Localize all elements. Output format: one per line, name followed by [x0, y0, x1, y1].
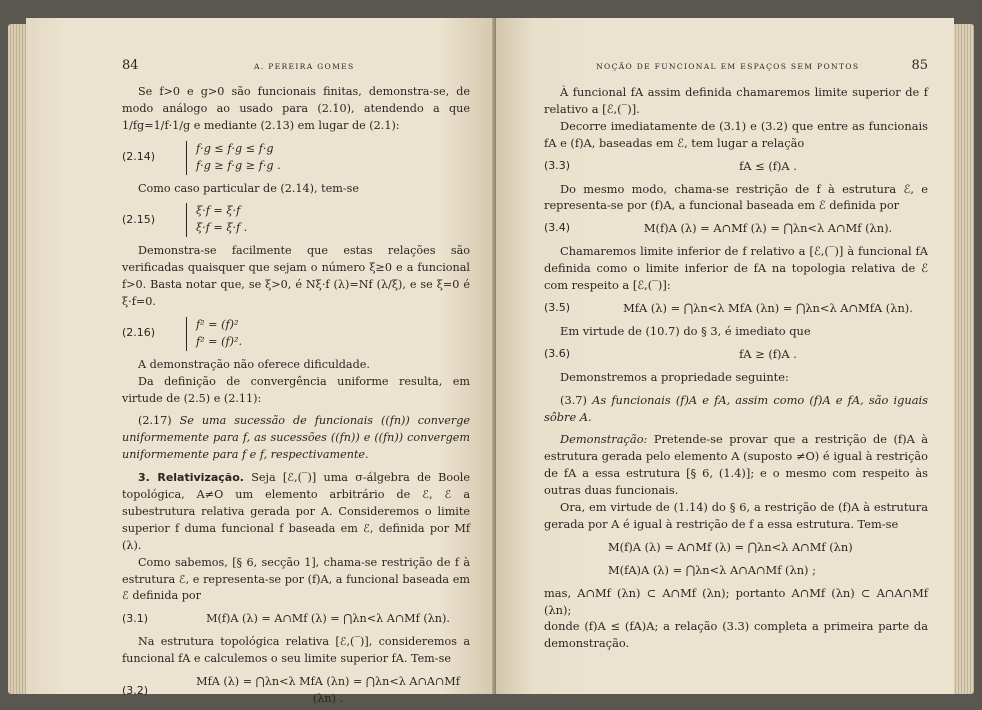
proposition-text: As funcionais (f)A e fA, assim como (f)A e fA, são iguais sôbre A.	[544, 392, 928, 424]
paragraph: À funcional fA assim definida chamaremos limite superior de f relativo a [ℰ,(‾)].	[544, 85, 928, 116]
paragraph: Como sabemos, [§ 6, secção 1], chama-se restrição de f à estrutura ℰ, e representa-se por (f)A, a funcional baseada em ℰ definida por	[122, 555, 470, 603]
section-text: Seja [ℰ,(‾)] uma σ-álgebra de Boole topológica, A≠O um elemento arbitrário de ℰ, ℰ a subestrutura relativa gerada por A. Consideremos o limite superior f duma funcional f baseada em ℰ, definida por Mf (λ).	[122, 471, 470, 552]
paragraph: Decorre imediatamente de (3.1) e (3.2) que entre as funcionais fA e (f)A, baseadas em ℰ, tem lugar a relação	[544, 118, 928, 150]
equation-2-16	[122, 317, 470, 351]
paragraph: Em virtude de (10.7) do § 3, é imediato que	[560, 323, 811, 338]
section-title: 3. Relativização.	[138, 471, 244, 485]
equation-3-3	[544, 158, 928, 175]
equation-body: M(f)A (λ) = A∩Mf (λ) = ⋂λn<λ A∩Mf (λn).	[643, 221, 893, 236]
left-page	[26, 18, 496, 705]
equation-3-6	[544, 346, 928, 363]
equation-label: (3.3)	[544, 158, 571, 172]
proposition-2-17	[122, 413, 470, 464]
equation-body: MfA (λ) = ⋂λn<λ MfA (λn) = ⋂λn<λ A∩MfA (λn).	[623, 300, 913, 315]
page-number: 84	[122, 58, 139, 73]
equation-label: (3.1)	[122, 612, 149, 626]
proposition-label: (2.17)	[138, 414, 172, 428]
page-edges-right	[952, 24, 974, 694]
equation-body: M(fA)A (λ) = ⋂λn<λ A∩A∩Mf (λn) ;	[608, 562, 816, 577]
equation-body: M(f)A (λ) = A∩Mf (λ) = ⋂λn<λ A∩Mf (λn)	[608, 539, 853, 554]
paragraph: A demonstração não oferece dificuldade.	[138, 357, 370, 371]
paragraph: Demonstremos a propriedade seguinte:	[560, 369, 789, 384]
paragraph: Se f>0 e g>0 são funcionais finitas, demonstra-se, de modo análogo ao usado para (2.10), atendendo a que 1/fg=1/f·1/g e mediante (2.13) em lugar de (2.1):	[122, 85, 470, 132]
running-head: NOÇÃO DE FUNCIONAL EM ESPAÇOS SEM PONTOS	[596, 62, 860, 71]
equation-2-14	[122, 141, 470, 175]
equation-line: f·g ≥ f·g ≥ f·g .	[196, 158, 281, 172]
equation-3-2	[122, 674, 470, 708]
proof-label: Demonstração:	[560, 432, 648, 447]
paragraph: Como caso particular de (2.14), tem-se	[138, 181, 359, 195]
paragraph: Demonstra-se facilmente que estas relações são verificadas quaisquer que sejam o número ξ≥0 e a funcional f>0. Basta notar que, se ξ>0, é Nξ·f (λ)=Nf (λ/ξ), e se ξ=0 é ξ·f=0.	[122, 244, 470, 308]
left-header	[122, 58, 470, 84]
equation-body	[186, 317, 470, 351]
section-paragraph	[122, 470, 470, 555]
equation-label: (2.15)	[122, 212, 156, 226]
proposition-text: Se uma sucessão de funcionais ((fn)) converge uniformemente para f, as sucessões ((fn)) e ((fn)) convergem uniformemente para f e f, respectivamente.	[122, 414, 471, 462]
equation-label: (2.14)	[122, 150, 156, 164]
paragraph: Ora, em virtude de (1.14) do § 6, a restrição de (f)A à estrutura gerada por A é igual à restrição de f a essa estrutura. Tem-se	[544, 500, 928, 531]
right-page	[496, 18, 954, 694]
running-head: A. PEREIRA GOMES	[254, 62, 355, 71]
equation-line: f² = (f)²	[196, 317, 239, 331]
equation-line: f² = (f)².	[196, 334, 243, 348]
equation-3-5	[544, 300, 928, 317]
paragraph: Chamaremos limite inferior de f relativo a [ℰ,(‾)] à funcional fA definida como o limite inferior de fA na topologia relativa de ℰ com respeito a [ℰ,(‾)]:	[544, 244, 928, 293]
equation-2-15	[122, 203, 470, 237]
equation-unlabeled-a	[544, 539, 928, 556]
equation-label: (3.5)	[544, 300, 571, 314]
equation-body	[186, 141, 470, 175]
equation-body: fA ≤ (f)A .	[739, 158, 797, 173]
paragraph: Do mesmo modo, chama-se restrição de f à estrutura ℰ, e representa-se por (f)A, a funcional baseada em ℰ definida por	[544, 181, 928, 213]
equation-line: ξ·f = ξ·f	[196, 204, 241, 218]
proof-text: Pretende-se provar que a restrição de (f)A à estrutura gerada pelo elemento A (suposto ≠O) é igual à restrição de fA a essa estrutura [§ 6, (1.4)]; e o mesmo com respeito às outras duas funcionais.	[544, 432, 928, 498]
paragraph: Da definição de convergência uniforme resulta, em virtude de (2.5) e (2.11):	[122, 374, 470, 405]
book-spread	[8, 18, 974, 705]
equation-unlabeled-b	[544, 562, 928, 579]
equation-label: (3.4)	[544, 221, 571, 235]
equation-body	[186, 203, 470, 237]
equation-line: f·g ≤ f·g ≤ f·g	[196, 141, 274, 155]
equation-body: MfA (λ) = ⋂λn<λ MfA (λn) = ⋂λn<λ A∩A∩Mf (λn) .	[196, 675, 460, 705]
equation-label: (3.6)	[544, 346, 571, 360]
proposition-label: (3.7)	[560, 392, 588, 407]
equation-body: fA ≥ (f)A .	[739, 346, 797, 361]
paragraph: mas, A∩Mf (λn) ⊂ A∩Mf (λn); portanto A∩Mf (λn) ⊂ A∩A∩Mf (λn);	[544, 585, 928, 617]
proof-paragraph	[544, 431, 928, 499]
equation-3-1	[122, 611, 470, 628]
equation-label: (3.2)	[122, 683, 149, 697]
paragraph: donde (f)A ≤ (fA)A; a relação (3.3) completa a primeira parte da demonstração.	[544, 619, 928, 651]
equation-line: ξ·f = ξ·f .	[196, 221, 248, 235]
equation-3-4	[544, 220, 928, 237]
equation-label: (2.16)	[122, 326, 156, 340]
equation-body: M(f)A (λ) = A∩Mf (λ) = ⋂λn<λ A∩Mf (λn).	[206, 612, 450, 626]
paragraph: Na estrutura topológica relativa [ℰ,(‾)], consideremos a funcional fA e calculemos o seu limite superior fA. Tem-se	[122, 635, 470, 666]
proposition-3-7	[544, 392, 928, 426]
right-header	[544, 58, 928, 84]
page-number: 85	[911, 58, 928, 73]
